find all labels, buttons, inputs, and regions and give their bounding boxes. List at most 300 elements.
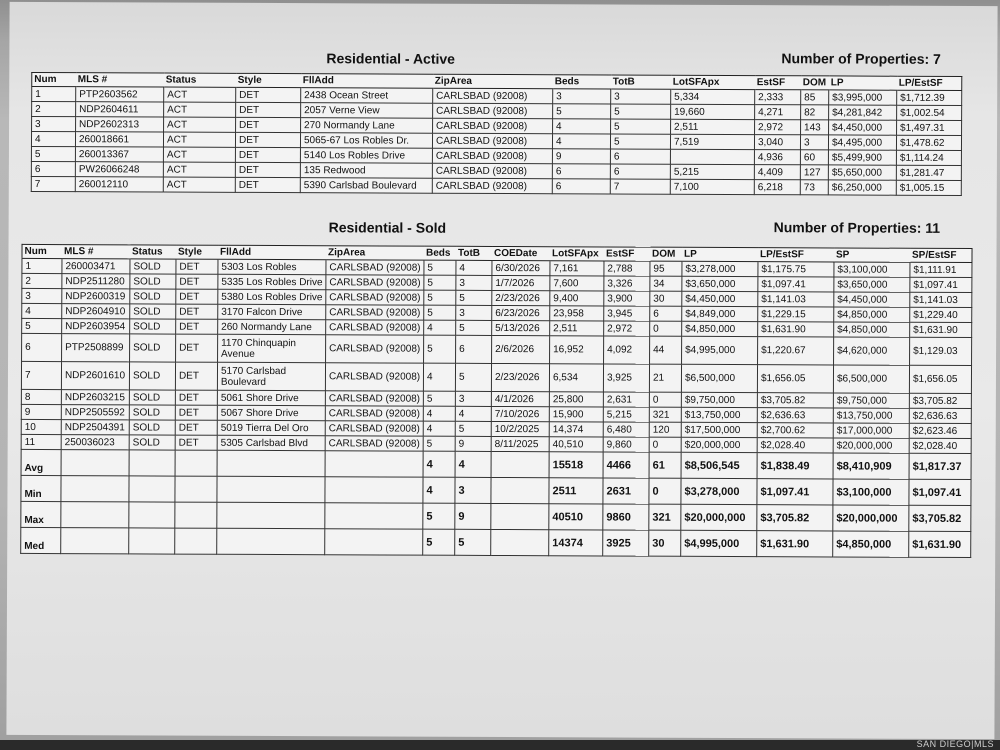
sold-cell: DET: [175, 390, 217, 405]
active-col-header: Status: [164, 73, 236, 87]
summary-dom: 61: [649, 452, 681, 478]
active-cell: $5,499,900: [828, 150, 896, 165]
mls-watermark: SAN DIEGO|MLS: [916, 739, 994, 749]
sold-cell: 21: [649, 364, 681, 392]
active-cell: 135 Redwood: [300, 163, 432, 179]
sold-cell: $6,500,000: [681, 364, 757, 392]
sold-cell: 6: [456, 335, 492, 363]
active-col-header: FllAdd: [301, 74, 433, 89]
summary-spsf: $1,817.37: [909, 453, 971, 479]
active-cell: 73: [800, 180, 828, 195]
sold-cell: $4,620,000: [834, 337, 910, 365]
active-cell: 85: [801, 90, 829, 105]
sold-cell: $1,631.90: [758, 322, 834, 337]
sold-cell: CARLSBAD (92008): [325, 363, 423, 391]
sold-cell: 2/6/2026: [492, 335, 550, 363]
active-cell: CARLSBAD (92008): [433, 88, 553, 104]
active-col-header: LotSFApx: [671, 75, 755, 89]
active-cell: $1,002.54: [897, 105, 962, 120]
sold-cell: CARLSBAD (92008): [326, 335, 424, 363]
active-col-header: LP/EstSF: [897, 76, 962, 90]
active-col-header: ZipArea: [433, 74, 553, 89]
active-cell: ACT: [163, 162, 235, 177]
sold-cell: 4: [22, 303, 62, 318]
summary-label: Min: [21, 475, 61, 501]
summary-dom: 30: [649, 530, 681, 556]
sold-cell: 250036023: [61, 435, 129, 450]
summary-lp: $20,000,000: [681, 504, 757, 530]
summary-lot: 15518: [549, 452, 603, 478]
sold-cell: 6,480: [603, 422, 649, 437]
sold-cell: 40,510: [549, 437, 603, 452]
sold-cell: 3,326: [604, 276, 650, 291]
active-cell: PW26066248: [75, 162, 163, 177]
sold-cell: $1,097.41: [758, 277, 834, 292]
sold-col-header: MLS #: [62, 245, 130, 259]
active-cell: 5: [553, 104, 611, 119]
summary-row-avg: [21, 449, 971, 479]
active-cell: 260012110: [75, 177, 163, 192]
summary-empty-cell: [325, 477, 423, 503]
sold-cell: 5: [423, 391, 455, 406]
summary-empty-cell: [217, 476, 325, 502]
sold-col-header: Status: [130, 245, 176, 259]
sold-cell: CARLSBAD (92008): [326, 275, 424, 290]
sold-cell: 9,860: [603, 437, 649, 452]
active-cell: 4,936: [754, 150, 800, 165]
active-col-header: Num: [32, 72, 76, 86]
summary-empty-cell: [491, 477, 549, 503]
summary-dom: 321: [649, 504, 681, 530]
summary-beds: 4: [423, 451, 455, 477]
sold-cell: 2,788: [604, 261, 650, 276]
sold-cell: 5/13/2026: [492, 320, 550, 335]
sold-cell: $1,631.90: [910, 322, 972, 337]
summary-label: Avg: [21, 449, 61, 475]
sold-cell: 10/2/2025: [491, 421, 549, 436]
sold-table-row: [21, 361, 971, 393]
sold-cell: CARLSBAD (92008): [325, 406, 423, 421]
active-cell: 5390 Carlsbad Boulevard: [300, 178, 432, 194]
sold-cell: $1,656.05: [909, 365, 971, 393]
sold-cell: 11: [21, 434, 61, 449]
sold-cell: $4,850,000: [834, 322, 910, 337]
sold-cell: DET: [176, 259, 218, 274]
summary-totb: 5: [455, 529, 491, 555]
sold-cell: 5: [22, 318, 62, 333]
active-cell: $6,250,000: [828, 180, 896, 195]
summary-row-max: [21, 501, 971, 531]
active-cell: 5065-67 Los Robles Dr.: [300, 133, 432, 149]
active-cell: 4: [552, 134, 610, 149]
sold-cell: 5: [424, 290, 456, 305]
sold-cell: 6/23/2026: [492, 305, 550, 320]
sold-cell: $4,849,000: [682, 306, 758, 321]
summary-lpsf: $3,705.82: [757, 505, 833, 531]
active-cell: 6: [610, 164, 670, 179]
sold-cell: 260003471: [62, 259, 130, 274]
active-cell: 6,218: [754, 180, 800, 195]
sold-cell: 120: [649, 422, 681, 437]
sold-cell: 4: [424, 320, 456, 335]
active-cell: 7: [610, 179, 670, 194]
sold-cell: SOLD: [129, 435, 175, 450]
sold-cell: 1: [22, 258, 62, 273]
active-cell: DET: [235, 147, 300, 162]
active-cell: 2,511: [671, 119, 755, 134]
sold-cell: $1,220.67: [758, 337, 834, 365]
active-cell: DET: [236, 87, 301, 102]
sold-cell: 95: [650, 261, 682, 276]
sold-cell: 5: [456, 290, 492, 305]
sold-cell: 6/30/2026: [492, 260, 550, 275]
active-cell: 19,660: [671, 104, 755, 119]
sold-cell: 5061 Shore Drive: [217, 390, 325, 405]
summary-empty-cell: [129, 476, 175, 502]
sold-cell: $1,229.15: [758, 307, 834, 322]
sold-cell: 30: [650, 291, 682, 306]
sold-cell: 5: [424, 305, 456, 320]
summary-empty-cell: [61, 476, 129, 502]
summary-empty-cell: [129, 528, 175, 554]
sold-cell: 3: [456, 305, 492, 320]
sold-cell: $1,141.03: [758, 292, 834, 307]
sold-cell: 4: [455, 406, 491, 421]
sold-cell: $1,097.41: [910, 277, 972, 292]
summary-sp: $4,850,000: [833, 531, 909, 557]
sold-cell: 321: [649, 407, 681, 422]
active-col-header: Style: [236, 73, 301, 87]
summary-totb: 4: [455, 451, 491, 477]
sold-cell: 7,600: [550, 276, 604, 291]
sold-cell: DET: [176, 334, 218, 362]
sold-cell: $2,700.62: [757, 423, 833, 438]
summary-lot: 40510: [549, 504, 603, 530]
active-cell: 5,215: [670, 164, 754, 179]
active-cell: 5: [31, 146, 75, 161]
sold-cell: $1,175.75: [758, 262, 834, 277]
sold-cell: 44: [650, 336, 682, 364]
sold-cell: 5380 Los Robles Drive: [218, 289, 326, 304]
sold-cell: $3,100,000: [834, 262, 910, 277]
summary-label: Med: [21, 527, 61, 553]
sold-cell: NDP2601610: [61, 362, 129, 390]
summary-empty-cell: [61, 528, 129, 554]
sold-col-header: EstSF: [604, 247, 650, 261]
summary-empty-cell: [61, 502, 129, 528]
sold-cell: $4,450,000: [834, 292, 910, 307]
summary-beds: 5: [423, 529, 455, 555]
active-cell: CARLSBAD (92008): [432, 133, 552, 149]
summary-empty-cell: [129, 450, 175, 476]
active-cell: 3: [611, 89, 671, 104]
sold-cell: $20,000,000: [833, 438, 909, 453]
active-col-header: EstSF: [755, 76, 801, 90]
summary-beds: 5: [423, 503, 455, 529]
active-cell: 143: [801, 120, 829, 135]
sold-cell: 260 Normandy Lane: [218, 319, 326, 334]
sold-cell: $1,229.40: [910, 307, 972, 322]
sold-listings-table: [20, 244, 972, 558]
sold-section-title: Residential - Sold: [328, 219, 447, 236]
active-listings-table: [31, 72, 963, 196]
active-cell: 5,334: [671, 89, 755, 104]
sold-cell: 2/23/2026: [491, 363, 549, 391]
active-cell: $1,005.15: [896, 180, 961, 195]
active-table-row: [31, 176, 961, 195]
active-cell: 3,040: [754, 135, 800, 150]
active-cell: 7: [31, 176, 75, 191]
sold-cell: 2,631: [603, 392, 649, 407]
sold-cell: 5: [424, 335, 456, 363]
sold-col-header: DOM: [650, 247, 682, 261]
sold-cell: $9,750,000: [833, 393, 909, 408]
summary-label: Max: [21, 501, 61, 527]
active-cell: 9: [552, 149, 610, 164]
summary-lp: $8,506,545: [681, 452, 757, 478]
sold-cell: 7: [21, 361, 61, 389]
summary-empty-cell: [491, 503, 549, 529]
active-cell: $1,497.31: [897, 120, 962, 135]
sold-cell: $3,650,000: [834, 277, 910, 292]
active-cell: 270 Normandy Lane: [301, 118, 433, 134]
active-col-header: LP: [829, 76, 897, 90]
sold-col-header: Beds: [424, 246, 456, 260]
summary-sp: $20,000,000: [833, 505, 909, 531]
summary-empty-cell: [217, 502, 325, 528]
summary-sp: $3,100,000: [833, 479, 909, 505]
active-cell: 7,519: [670, 134, 754, 149]
summary-lpsf: $1,097.41: [757, 479, 833, 505]
active-cell: PTP2603562: [76, 87, 164, 102]
report-page: [6, 2, 997, 739]
active-cell: ACT: [164, 117, 236, 132]
active-cell: DET: [235, 132, 300, 147]
active-cell: DET: [236, 102, 301, 117]
sold-cell: 4: [423, 421, 455, 436]
sold-cell: 5303 Los Robles: [218, 259, 326, 274]
sold-cell: SOLD: [129, 390, 175, 405]
sold-cell: 4: [423, 406, 455, 421]
sold-cell: 5067 Shore Drive: [217, 405, 325, 420]
sold-cell: NDP2511280: [62, 274, 130, 289]
active-cell: [670, 149, 754, 164]
sold-cell: 0: [650, 321, 682, 336]
summary-estsf: 4466: [603, 452, 649, 478]
sold-cell: DET: [175, 420, 217, 435]
sold-cell: 9: [21, 404, 61, 419]
active-cell: 6: [552, 164, 610, 179]
summary-lpsf: $1,631.90: [757, 531, 833, 557]
sold-col-header: SP: [834, 248, 910, 262]
sold-cell: 2: [22, 273, 62, 288]
sold-cell: $4,450,000: [682, 291, 758, 306]
sold-cell: $1,129.03: [910, 337, 972, 365]
active-cell: 2: [32, 101, 76, 116]
active-cell: $4,495,000: [828, 135, 896, 150]
active-cell: 260018661: [75, 132, 163, 147]
active-cell: $5,650,000: [828, 165, 896, 180]
sold-cell: 5335 Los Robles Drive: [218, 274, 326, 289]
active-cell: 5: [610, 134, 670, 149]
sold-cell: $4,850,000: [834, 307, 910, 322]
sold-cell: 3170 Falcon Drive: [218, 304, 326, 319]
sold-cell: 3: [455, 391, 491, 406]
sold-cell: 6: [650, 306, 682, 321]
sold-cell: CARLSBAD (92008): [326, 320, 424, 335]
sold-cell: CARLSBAD (92008): [325, 391, 423, 406]
sold-cell: 8/11/2025: [491, 436, 549, 451]
summary-estsf: 9860: [603, 504, 649, 530]
sold-cell: 4/1/2026: [491, 391, 549, 406]
sold-cell: 4: [456, 260, 492, 275]
active-cell: 5: [611, 119, 671, 134]
sold-cell: 5: [455, 363, 491, 391]
sold-cell: 14,374: [549, 422, 603, 437]
summary-spsf: $1,097.41: [909, 479, 971, 505]
sold-cell: SOLD: [130, 304, 176, 319]
active-cell: CARLSBAD (92008): [432, 178, 552, 194]
sold-cell: $1,111.91: [910, 262, 972, 277]
sold-cell: 34: [650, 276, 682, 291]
active-cell: 127: [800, 165, 828, 180]
sold-cell: 3: [456, 275, 492, 290]
active-cell: 2057 Verne View: [301, 103, 433, 119]
sold-cell: 5,215: [603, 407, 649, 422]
active-col-header: MLS #: [76, 73, 164, 87]
sold-cell: DET: [175, 435, 217, 450]
sold-cell: SOLD: [130, 259, 176, 274]
sold-cell: NDP2603954: [62, 319, 130, 334]
sold-cell: $3,705.82: [909, 393, 971, 408]
sold-cell: 5: [456, 320, 492, 335]
summary-sp: $8,410,909: [833, 453, 909, 479]
active-cell: $3,995,000: [829, 90, 897, 105]
sold-cell: SOLD: [129, 362, 175, 390]
sold-cell: SOLD: [130, 334, 176, 362]
sold-cell: $2,028.40: [757, 438, 833, 453]
summary-estsf: 3925: [603, 530, 649, 556]
summary-lpsf: $1,838.49: [757, 453, 833, 479]
active-cell: 2,333: [755, 90, 801, 105]
active-cell: ACT: [164, 102, 236, 117]
summary-estsf: 2631: [603, 478, 649, 504]
sold-col-header: LotSFApx: [550, 247, 604, 261]
summary-empty-cell: [217, 450, 325, 476]
summary-empty-cell: [175, 450, 217, 476]
active-col-header: Beds: [553, 75, 611, 89]
active-cell: 6: [610, 149, 670, 164]
sold-cell: $1,141.03: [910, 292, 972, 307]
sold-cell: 25,800: [549, 392, 603, 407]
summary-dom: 0: [649, 478, 681, 504]
sold-cell: DET: [176, 304, 218, 319]
active-cell: DET: [235, 162, 300, 177]
sold-cell: 7/10/2026: [491, 406, 549, 421]
active-cell: 260013367: [75, 147, 163, 162]
sold-cell: SOLD: [130, 274, 176, 289]
sold-cell: 4: [423, 363, 455, 391]
sold-cell: DET: [175, 405, 217, 420]
active-cell: 4: [31, 131, 75, 146]
active-property-count: Number of Properties: 7: [781, 50, 941, 67]
summary-empty-cell: [175, 528, 217, 554]
active-cell: ACT: [164, 87, 236, 102]
sold-cell: SOLD: [130, 289, 176, 304]
sold-cell: $3,278,000: [682, 261, 758, 276]
sold-cell: 5019 Tierra Del Oro: [217, 420, 325, 435]
summary-empty-cell: [175, 502, 217, 528]
sold-cell: $2,623.46: [909, 423, 971, 438]
sold-cell: $17,000,000: [833, 423, 909, 438]
sold-cell: CARLSBAD (92008): [325, 436, 423, 451]
summary-empty-cell: [175, 476, 217, 502]
active-cell: 6: [31, 161, 75, 176]
sold-cell: NDP2604910: [62, 304, 130, 319]
sold-cell: 8: [21, 389, 61, 404]
sold-cell: 15,900: [549, 407, 603, 422]
sold-cell: 2/23/2026: [492, 290, 550, 305]
sold-cell: NDP2504391: [61, 420, 129, 435]
sold-cell: CARLSBAD (92008): [325, 421, 423, 436]
sold-cell: 2,511: [550, 321, 604, 336]
sold-cell: $3,705.82: [757, 393, 833, 408]
sold-cell: 10: [21, 419, 61, 434]
sold-cell: NDP2600319: [62, 289, 130, 304]
sold-col-header: FllAdd: [218, 245, 326, 259]
sold-cell: $2,028.40: [909, 438, 971, 453]
active-cell: CARLSBAD (92008): [432, 148, 552, 164]
summary-empty-cell: [491, 529, 549, 555]
active-cell: 4,409: [754, 165, 800, 180]
active-cell: $4,450,000: [829, 120, 897, 135]
active-cell: 3: [800, 135, 828, 150]
sold-cell: PTP2508899: [62, 334, 130, 362]
summary-lp: $4,995,000: [681, 530, 757, 556]
sold-cell: $2,636.63: [757, 408, 833, 423]
summary-empty-cell: [325, 451, 423, 477]
sold-col-header: COEDate: [492, 246, 550, 260]
summary-lp: $3,278,000: [681, 478, 757, 504]
sold-cell: 6: [22, 333, 62, 361]
sold-cell: 5: [424, 260, 456, 275]
sold-cell: $2,636.63: [909, 408, 971, 423]
summary-empty-cell: [491, 451, 549, 477]
sold-cell: $4,995,000: [682, 336, 758, 364]
active-cell: 3: [32, 116, 76, 131]
active-cell: NDP2602313: [76, 117, 164, 132]
sold-cell: 9: [455, 436, 491, 451]
sold-cell: $17,500,000: [681, 422, 757, 437]
active-cell: ACT: [163, 177, 235, 192]
summary-row-min: [21, 475, 971, 505]
sold-cell: 2,972: [604, 321, 650, 336]
sold-cell: DET: [176, 289, 218, 304]
sold-cell: 6,534: [549, 364, 603, 392]
sold-cell: $4,850,000: [682, 321, 758, 336]
sold-cell: CARLSBAD (92008): [326, 305, 424, 320]
active-cell: 7,100: [670, 179, 754, 194]
active-section-title: Residential - Active: [326, 50, 456, 67]
summary-empty-cell: [325, 529, 423, 555]
sold-cell: 3,900: [604, 291, 650, 306]
sold-col-header: SP/EstSF: [910, 248, 972, 262]
sold-col-header: LP: [682, 247, 758, 261]
active-cell: DET: [235, 177, 300, 192]
sold-cell: $13,750,000: [833, 408, 909, 423]
sold-col-header: TotB: [456, 246, 492, 260]
sold-cell: CARLSBAD (92008): [326, 290, 424, 305]
